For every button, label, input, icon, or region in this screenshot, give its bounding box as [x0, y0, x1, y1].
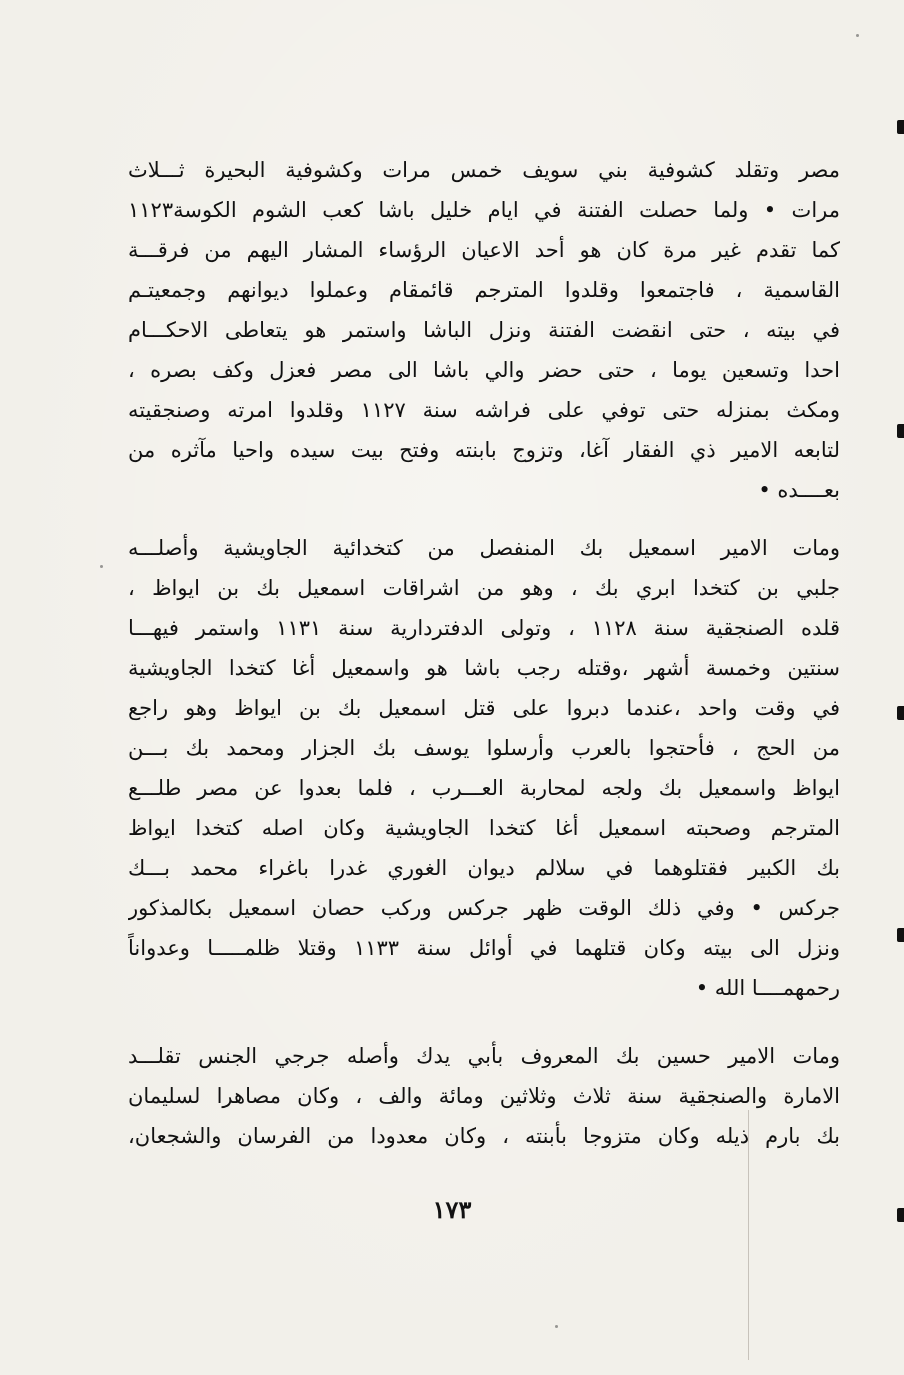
text-line: رحمهمــــا الله •: [695, 976, 840, 1000]
text-line: ايواظ واسمعيل بك ولجه لمحاربة العـــرب ، فلما بعدوا عن مصر طلـــع: [128, 776, 840, 800]
text-line: بك بارم ذيله وكان متزوجا بأبنته ، وكان معدودا من الفرسان والشجعان،: [128, 1124, 840, 1148]
text-line: ومكث بمنزله حتى توفي على فراشه سنة ١١٢٧ وقلدوا امرته وصنجقيته: [128, 398, 840, 422]
scan-speck: [555, 1325, 558, 1328]
text-line: جركس • وفي ذلك الوقت ظهر جركس وركب حصان اسمعيل بكالمذكور: [128, 896, 840, 920]
text-line: ومات الامير حسين بك المعروف بأبي يدك وأصله جرجي الجنس تقلـــد: [128, 1044, 840, 1068]
text-line: لتابعه الامير ذي الفقار آغا، وتزوج بابنته وفتح بيت سيده واحيا مآثره من: [128, 438, 840, 462]
paragraph-1: [128, 150, 840, 510]
text-line: من الحج ، فأحتجوا بالعرب وأرسلوا يوسف بك الجزار ومحمد بك بـــن: [128, 736, 840, 760]
text-line: جلبي بن كتخدا ابري بك ، وهو من اشراقات اسمعيل بك بن ايواظ ،: [128, 576, 840, 600]
text-line: بعــــده •: [758, 478, 840, 502]
margin-mark: [897, 424, 904, 438]
text-line: الامارة والصنجقية سنة ثلاث وثلاثين ومائة والف ، وكان مصاهرا لسليمان: [128, 1084, 840, 1108]
margin-mark: [897, 1208, 904, 1222]
text-line: سنتين وخمسة أشهر ،وقتله رجب باشا هو واسمعيل أغا كتخدا الجاويشية: [128, 656, 840, 680]
text-line: المترجم وصحبته اسمعيل أغا كتخدا الجاويشية وكان اصله كتخدا ايواظ: [128, 816, 840, 840]
paragraph-3: [128, 1036, 840, 1156]
scan-speck: [856, 34, 859, 37]
scan-speck: [100, 565, 103, 568]
text-line: قلده الصنجقية سنة ١١٢٨ ، وتولى الدفتردارية سنة ١١٣١ واستمر فيهـــا: [128, 616, 840, 640]
margin-mark: [897, 928, 904, 942]
page-number: ١٧٣: [432, 1195, 472, 1224]
text-line: مصر وتقلد كشوفية بني سويف خمس مرات وكشوفية البحيرة ثـــلاث: [128, 158, 840, 182]
text-line: في وقت واحد ،عندما دبروا على قتل اسمعيل بك بن ايواظ وهو راجع: [128, 696, 840, 720]
margin-mark: [897, 120, 904, 134]
text-line: بك الكبير فقتلوهما في سلالم ديوان الغوري غدرا باغراء محمد بـــك: [128, 856, 840, 880]
scan-fold-line: [748, 1110, 749, 1360]
text-line: مرات • ولما حصلت الفتنة في ايام خليل باشا كعب الشوم الكوسة١١٢٣: [128, 198, 840, 222]
text-line: ومات الامير اسمعيل بك المنفصل من كتخدائية الجاويشية وأصلـــه: [128, 536, 840, 560]
text-line: في بيته ، حتى انقضت الفتنة ونزل الباشا واستمر هو يتعاطى الاحكـــام: [128, 318, 840, 342]
text-line: احدا وتسعين يوما ، حتى حضر والي باشا الى مصر فعزل وكف بصره ،: [128, 358, 840, 382]
text-line: ونزل الى بيته وكان قتلهما في أوائل سنة ١١٣٣ وقتلا ظلمـــــا وعدواناً: [128, 936, 840, 960]
text-line: القاسمية ، فاجتمعوا وقلدوا المترجم قائمقام وعملوا ديوانهم وجمعيتـم: [128, 278, 840, 302]
text-line: كما تقدم غير مرة كان هو أحد الاعيان الرؤساء المشار اليهم من فرقـــة: [128, 238, 840, 262]
margin-mark: [897, 706, 904, 720]
paragraph-2: [128, 528, 840, 1008]
